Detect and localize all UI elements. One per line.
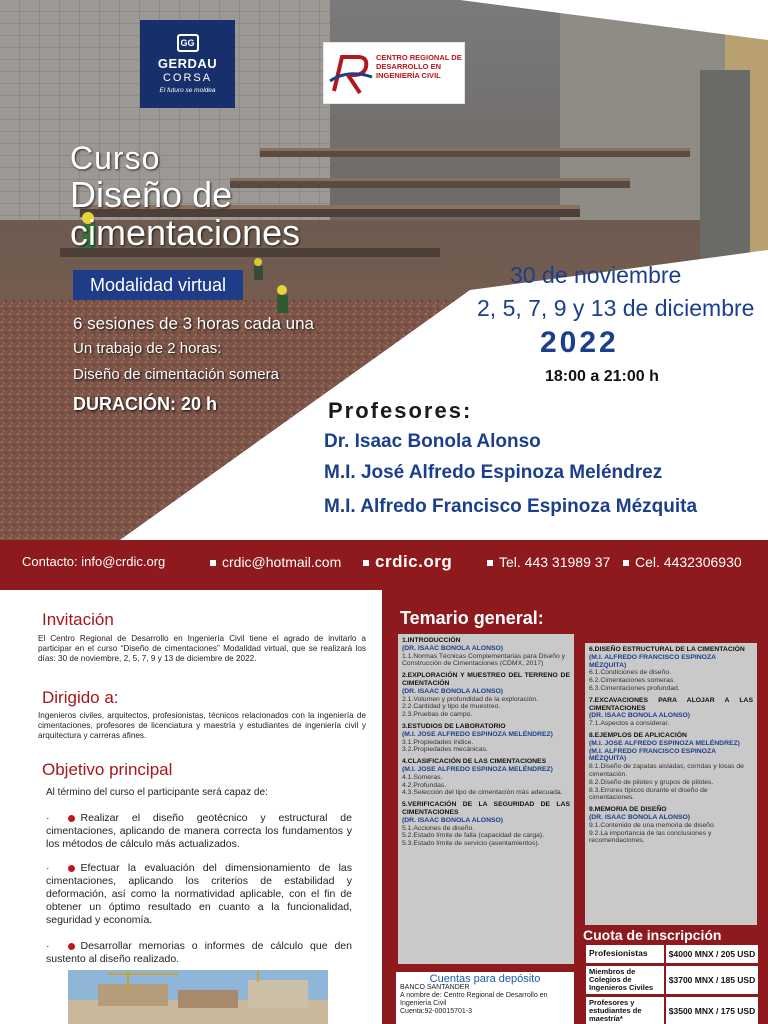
sessions-text: 6 sesiones de 3 horas cada una — [73, 314, 315, 333]
account-number: Cuenta:92-00015701-3 — [400, 1008, 473, 1015]
syllabus-subtopic: 4.3.Selección del tipo de cimentación más adecuada. — [402, 789, 563, 797]
crdic-name: CENTRO REGIONAL DE DESARROLLO EN INGENIERÍA CIVIL — [376, 53, 462, 80]
objective-bullet-text: Efectuar la evaluación del dimensionamiento de las cimentaciones, aplicando los criterios de estabilidad y deformación, así como la normatividad aplicable, con el fin de obtener un óptimo resultado en cuanto a la funcionalidad, seguridad y economía. — [46, 862, 352, 926]
course-title-line1: Diseño de — [70, 174, 233, 215]
invitation-heading: Invitación — [42, 610, 114, 629]
fee-value: $3700 MNX / 185 USD — [666, 966, 758, 994]
syllabus-subtopic: 6.3.Cimentaciones profundad. — [589, 684, 680, 692]
account-holder: A nombre de: Centro Regional de Desarrollo en Ingeniería Civil — [400, 992, 548, 1007]
objective-bullet-text: Desarrollar memorias o informes de cálculo que den sustento al diseño realizado. — [46, 940, 352, 965]
fee-label: Profesores y estudiantes de maestría* — [586, 997, 664, 1024]
gerdau-name: GERDAU — [157, 56, 218, 71]
syllabus-subtopic: 9.1.Contenido de una memoria de diseño. — [589, 821, 716, 829]
contact-cell-text: Cel. 4432306930 — [635, 554, 742, 570]
syllabus-subtopic: 6.2.Cimentaciones someras. — [589, 677, 676, 685]
contact-email[interactable]: Contacto: info@crdic.org — [22, 554, 166, 569]
syllabus-subtopic: 2.2.Cantidad y tipo de muestreo. — [402, 703, 501, 711]
date-december: 2, 5, 7, 9 y 13 de diciembre — [477, 295, 755, 321]
syllabus-topic-title: 6.DISEÑO ESTRUCTURAL DE LA CIMENTACIÓN — [589, 646, 745, 653]
objective-intro: Al término del curso el participante será capaz de: — [46, 787, 268, 798]
syllabus-subtopic: 3.2.Propiedades mecánicas. — [402, 746, 488, 754]
syllabus-topic-title: 2.EXPLORACIÓN Y MUESTREO DEL TERRENO DE CIMENTACIÓN — [402, 672, 570, 687]
fee-label: Miembros de Colegios de Ingenieros Civiles — [586, 966, 664, 994]
objective-bullet: · Realizar el diseño geotécnico y estructural de cimentaciones, aplicando de manera correcta los fundamentos y los métodos de cálculo más actualizados. — [46, 812, 352, 850]
bullet-square-icon — [487, 560, 493, 566]
accounts-heading: Cuentas para depósito — [429, 973, 541, 985]
course-kicker: Curso — [70, 140, 161, 176]
gerdau-sub: CORSA — [162, 72, 213, 84]
syllabus-box-left — [398, 634, 574, 964]
bullet-square-icon — [623, 560, 629, 566]
syllabus-topic-professor: (M.I. JOSE ALFREDO ESPINOZA MELÉNDREZ) — [402, 765, 553, 773]
syllabus-heading: Temario general: — [400, 608, 544, 628]
red-bullet-icon — [68, 865, 75, 872]
contact-email-alt-text: crdic@hotmail.com — [222, 554, 342, 570]
modality-badge: Modalidad virtual — [73, 270, 243, 300]
bullet-square-icon — [210, 560, 216, 566]
crdic-mark-icon — [328, 51, 374, 97]
syllabus-subtopic: 8.3.Errores típicos durante el diseño de cimentaciones. — [589, 786, 708, 802]
fee-row — [586, 997, 758, 1024]
objective-heading: Objetivo principal — [42, 760, 173, 779]
syllabus-topic-professor: (DR. ISAAC BONOLA ALONSO) — [402, 644, 504, 652]
syllabus-topic-title: 7.EXCAVACIONES PARA ALOJAR A LAS CIMENTACIONES — [589, 696, 753, 712]
contact-cell[interactable] — [623, 554, 742, 570]
syllabus-topic-title: 4.CLASIFICACIÓN DE LAS CIMENTACIONES — [402, 758, 547, 766]
syllabus-subtopic: 2.1.Volumen y profundidad de la exploración. — [402, 695, 539, 703]
syllabus-subtopic: 2.3.Pruebas de campo. — [402, 711, 473, 719]
fees-heading: Cuota de inscripción — [583, 927, 722, 943]
course-title-line2: cimentaciones — [70, 212, 301, 253]
syllabus-topic-professor: (M.I. JOSE ALFREDO ESPINOZA MELÉNDREZ) — [402, 730, 553, 738]
bank-name: BANCO SANTANDER — [400, 984, 470, 991]
red-bullet-icon — [68, 943, 75, 950]
contact-phone[interactable] — [487, 554, 610, 570]
audience-text: Ingenieros civiles, arquitectos, profesionistas, técnicos relacionados con la ingeniería de cimentaciones, profesores de licenciatura y maestría y estudiantes de ingeniería civil y arquitectura y carreras afines. — [38, 711, 366, 740]
syllabus-subtopic: 7.1.Aspectos a considerar. — [589, 720, 670, 728]
contact-website[interactable] — [363, 552, 452, 572]
syllabus-topic-professor: (DR. ISAAC BONOLA ALONSO) — [589, 712, 691, 720]
syllabus-topic-title: 1.INTRODUCCIÓN — [402, 637, 461, 644]
fee-row — [586, 945, 758, 963]
syllabus-topic-professor: (DR. ISAAC BONOLA ALONSO) — [402, 687, 504, 695]
red-bullet-icon — [68, 815, 75, 822]
gerdau-logo — [140, 20, 235, 108]
syllabus-subtopic: 5.2.Estado límite de falla (capacidad de carga). — [402, 832, 545, 840]
fee-value: $4000 MNX / 205 USD — [666, 945, 758, 963]
duration-text: DURACIÓN: 20 h — [73, 394, 218, 414]
syllabus-topic-title: 5.VERIFICACIÓN DE LA SEGURIDAD DE LAS CIMENTACIONES — [402, 801, 570, 816]
professor-name: Dr. Isaac Bonola Alonso — [324, 431, 541, 452]
invitation-text: El Centro Regional de Desarrollo en Ingeniería Civil tiene el agrado de invitarlo a participar en el curso “Diseño de cimentaciones” Modalidad virtual, que se realizará los días: 30 de noviembre, 2, 5, 7, 9 y 13 de diciembre de 2022. — [38, 634, 366, 663]
syllabus-subtopic: 1.1.Normas Técnicas Complementarias para Diseño y Construcción de Cimentaciones (CDMX, 2017) — [402, 652, 566, 668]
syllabus-topic-professor: (DR. ISAAC BONOLA ALONSO) — [589, 813, 691, 821]
year: 2022 — [540, 326, 619, 359]
syllabus-subtopic: 8.2.Diseño de pilotes y grupos de pilotes. — [589, 778, 714, 786]
syllabus-topic-title: 9.MEMORIA DE DISEÑO — [589, 806, 667, 814]
fee-value: $3500 MNX / 175 USD — [666, 997, 758, 1024]
contact-website-text: crdic.org — [375, 552, 453, 571]
syllabus-subtopic: 8.1.Diseño de zapatas aisladas, corridas y losas de cimentación. — [589, 763, 744, 778]
contact-bar — [0, 540, 768, 590]
work-text: Un trabajo de 2 horas: — [73, 340, 222, 357]
objective-bullet: · Efectuar la evaluación del dimensionamiento de las cimentaciones, aplicando los criterios de estabilidad y deformación, así como la normatividad aplicable, con el fin de obtener un óptimo resultado en cuanto a la funcionalidad, seguridad y economía. — [46, 862, 352, 926]
syllabus-topic-professor: (M.I. ALFREDO FRANCISCO ESPINOZA MÉZQUITA) — [589, 653, 716, 669]
bullet-square-icon — [363, 560, 369, 566]
fee-label: Profesionistas — [586, 945, 664, 963]
professor-name: M.I. Alfredo Francisco Espinoza Mézquita — [324, 496, 698, 517]
contact-email-alt[interactable] — [210, 554, 341, 570]
syllabus-topic-title: 3.ESTUDIOS DE LABORATORIO — [402, 722, 506, 730]
syllabus-subtopic: 6.1.Condiciones de diseño. — [589, 669, 671, 677]
syllabus-subtopic: 4.1.Someras. — [402, 773, 443, 781]
objective-bullet-text: Realizar el diseño geotécnico y estructural de cimentaciones, aplicando de manera correcta los fundamentos y los métodos de cálculo más actualizados. — [46, 812, 352, 850]
professors-heading: Profesores: — [328, 398, 473, 423]
syllabus-subtopic: 5.3.Estado límite de servicio (asentamientos). — [402, 840, 540, 848]
crdic-logo — [323, 42, 465, 104]
schedule: 18:00 a 21:00 h — [545, 368, 659, 385]
date-november: 30 de noviembre — [510, 262, 682, 288]
gerdau-mark-icon: GG — [177, 34, 199, 52]
syllabus-subtopic: 3.1.Propiedades índice. — [402, 738, 474, 746]
audience-heading: Dirigido a: — [42, 688, 119, 707]
fee-row — [586, 966, 758, 994]
bank-accounts — [396, 972, 574, 1024]
gerdau-slogan: El futuro se moldea — [159, 87, 216, 94]
syllabus-subtopic: 9.2.La importancia de las conclusiones y recomendaciones. — [589, 829, 712, 845]
contact-phone-text: Tel. 443 31989 37 — [499, 554, 611, 570]
syllabus-subtopic: 4.2.Profundas. — [402, 781, 447, 789]
syllabus-subtopic: 5.1.Acciones de diseño. — [402, 824, 475, 832]
syllabus-topic-professor: (M.I. JOSE ALFREDO ESPINOZA MELÉNDREZ) (M.I. ALFREDO FRANCISCO ESPINOZA MÉZQUITA) — [589, 739, 740, 763]
design-text: Diseño de cimentación somera — [73, 366, 279, 383]
building-photo — [68, 970, 328, 1024]
syllabus-box-right — [585, 643, 757, 925]
professor-name: M.I. José Alfredo Espinoza Meléndrez — [324, 462, 663, 483]
syllabus-topic-title: 8.EJEMPLOS DE APLICACIÓN — [589, 731, 687, 739]
objective-bullet: · Desarrollar memorias o informes de cálculo que den sustento al diseño realizado. — [46, 940, 352, 965]
syllabus-topic-professor: (DR. ISAAC BONOLA ALONSO) — [402, 816, 504, 824]
